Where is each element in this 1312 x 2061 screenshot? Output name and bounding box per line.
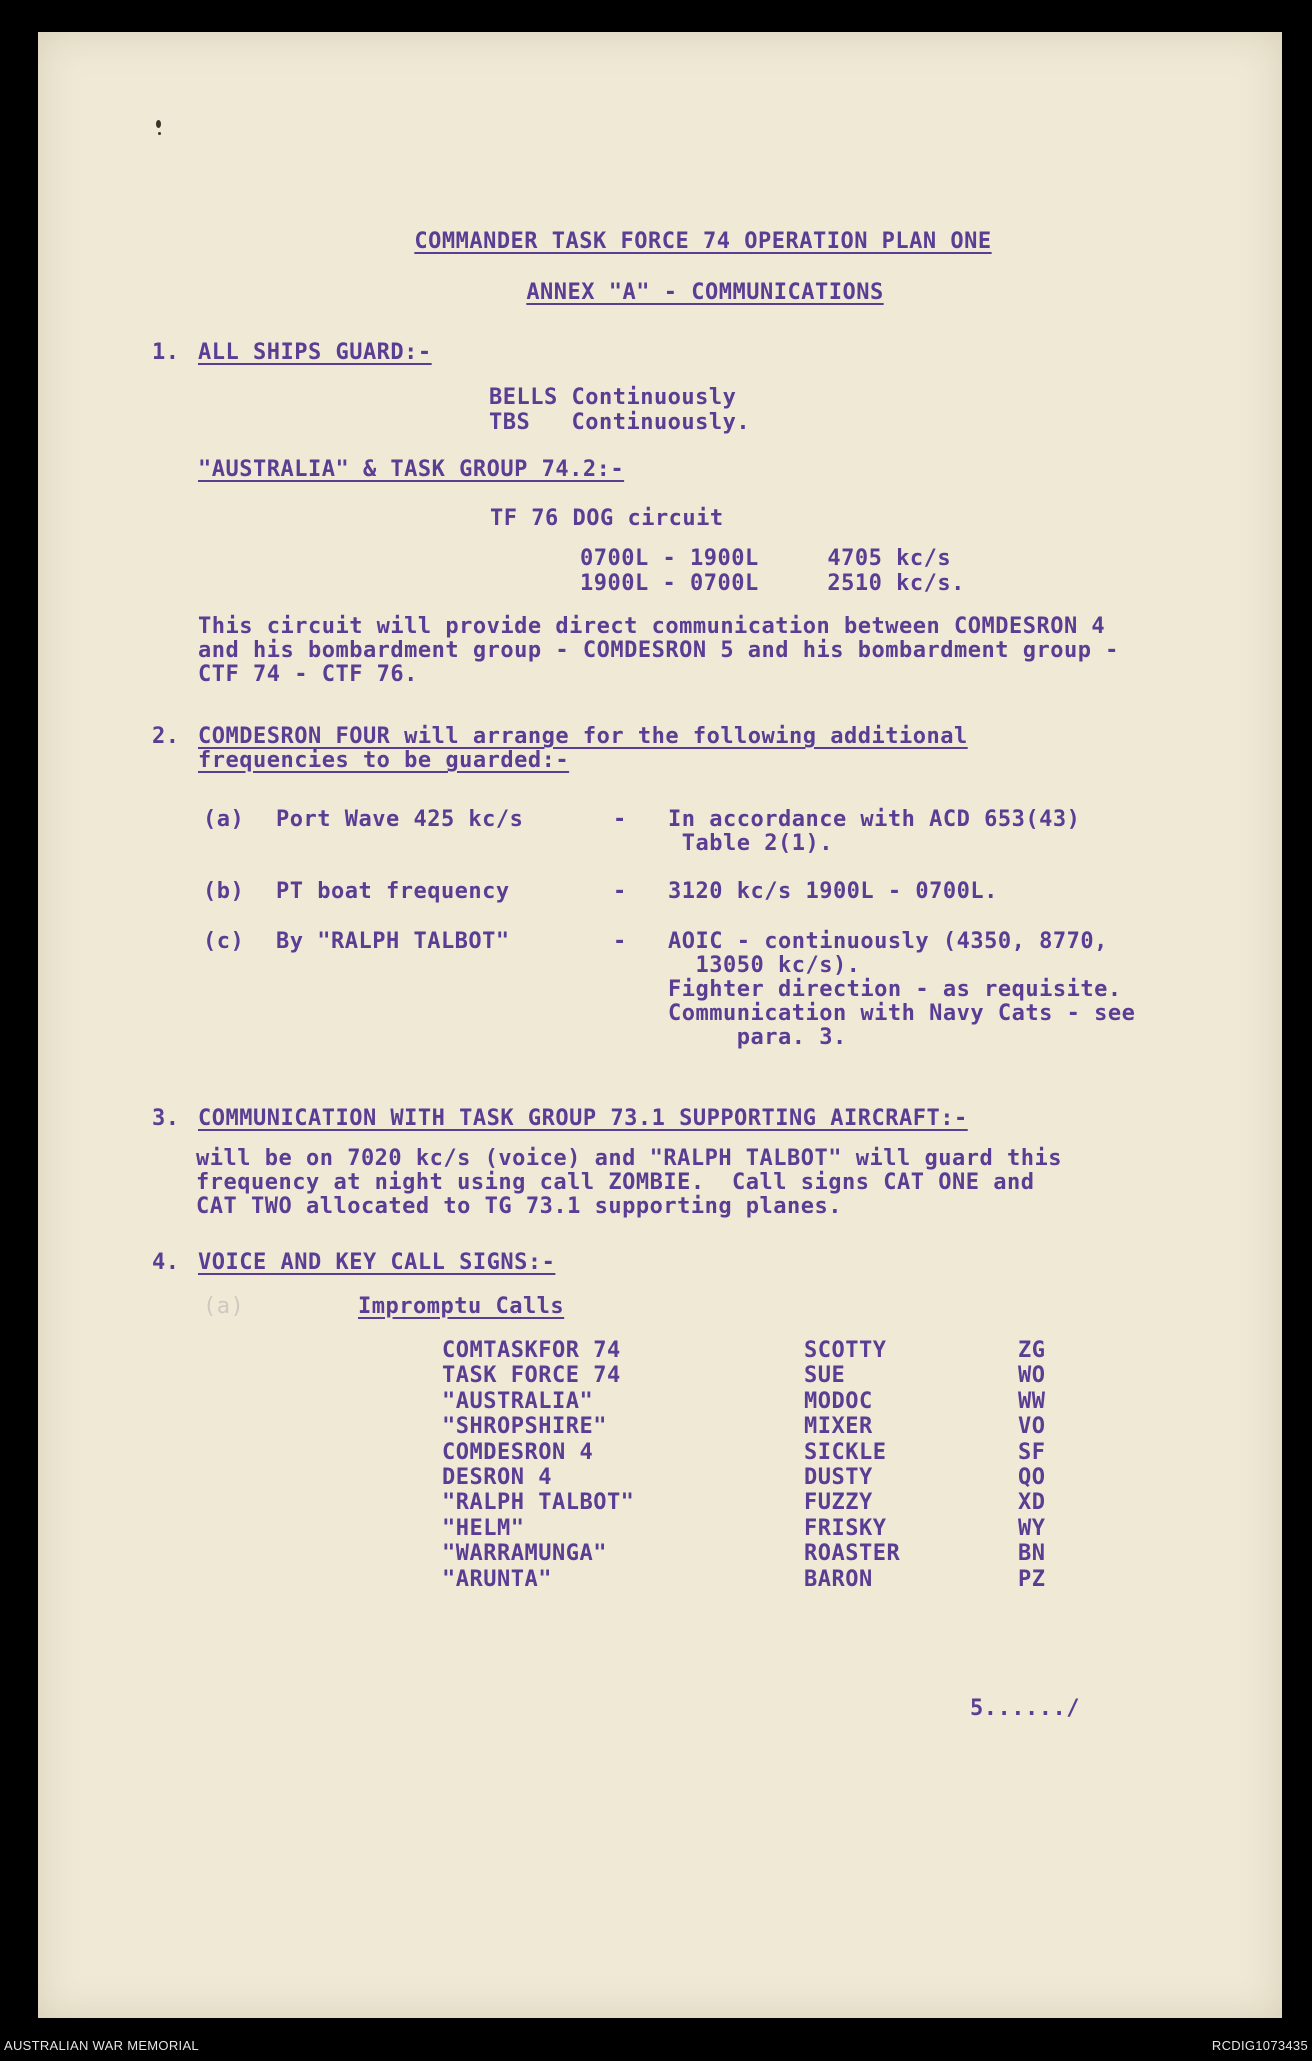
call-sign-voice: SICKLE — [804, 1439, 887, 1465]
section-3-heading: COMMUNICATION WITH TASK GROUP 73.1 SUPPORTING AIRCRAFT:- — [198, 1106, 968, 1131]
paragraph-line: frequency at night using call ZOMBIE. Call signs CAT ONE and — [196, 1170, 1035, 1195]
task-group-heading: "AUSTRALIA" & TASK GROUP 74.2:- — [198, 457, 625, 482]
call-sign-unit: "ARUNTA" — [442, 1566, 552, 1592]
item-label: (c) — [203, 929, 245, 954]
call-sign-unit: TASK FORCE 74 — [442, 1363, 621, 1389]
item-detail: 13050 kc/s). — [668, 953, 861, 978]
section-4-number: 4. — [152, 1250, 180, 1275]
item-detail: AOIC - continuously (4350, 8770, — [668, 929, 1108, 954]
paragraph-line: CAT TWO allocated to TG 73.1 supporting planes. — [196, 1194, 843, 1219]
section-1-number: 1. — [152, 340, 180, 365]
frequency-line: 1900L - 0700L 2510 kc/s. — [580, 571, 965, 596]
faint-margin-note: (a) — [203, 1294, 245, 1319]
document-title: COMMANDER TASK FORCE 74 OPERATION PLAN ONE — [414, 229, 992, 254]
call-sign-voice: BARON — [804, 1566, 873, 1592]
paper-speck — [158, 132, 161, 135]
item-detail: Communication with Navy Cats - see — [668, 1001, 1136, 1026]
call-sign-voice: FRISKY — [804, 1515, 887, 1541]
item-detail: 3120 kc/s 1900L - 0700L. — [668, 879, 998, 904]
call-sign-unit: DESRON 4 — [442, 1465, 552, 1490]
paper-speck — [156, 120, 161, 128]
section-1-heading: ALL SHIPS GUARD:- — [198, 340, 432, 365]
call-sign-key: ZG — [1018, 1338, 1046, 1363]
item-detail: In accordance with ACD 653(43) — [668, 807, 1081, 832]
section-4-heading: VOICE AND KEY CALL SIGNS:- — [198, 1250, 556, 1275]
call-sign-voice: SCOTTY — [804, 1338, 887, 1363]
annex-title: ANNEX "A" - COMMUNICATIONS — [526, 280, 884, 305]
paragraph-line: This circuit will provide direct communication between COMDESRON 4 — [198, 614, 1106, 639]
footer-record-id: RCDIG1073435 — [1211, 2038, 1308, 2053]
frequency-line: 0700L - 1900L 4705 kc/s — [580, 546, 952, 571]
call-sign-unit: "HELM" — [442, 1515, 525, 1541]
call-sign-key: BN — [1018, 1541, 1046, 1567]
call-sign-key: QO — [1018, 1465, 1046, 1490]
item-name: By "RALPH TALBOT" — [276, 929, 510, 954]
paragraph-line: CTF 74 - CTF 76. — [198, 662, 418, 687]
item-dash: - — [613, 879, 627, 904]
footer-archive-name: AUSTRALIAN WAR MEMORIAL — [4, 2038, 199, 2053]
call-sign-voice: DUSTY — [804, 1465, 873, 1490]
continuation-marker: 5....../ — [970, 1696, 1080, 1721]
document-page — [38, 32, 1282, 2018]
item-name: Port Wave 425 kc/s — [276, 807, 524, 832]
item-label: (b) — [203, 879, 245, 904]
call-sign-voice: ROASTER — [804, 1541, 901, 1567]
call-sign-voice: MIXER — [804, 1414, 873, 1440]
call-sign-unit: "WARRAMUNGA" — [442, 1541, 607, 1567]
section-2-number: 2. — [152, 724, 180, 749]
call-sign-voice: MODOC — [804, 1388, 873, 1414]
call-sign-key: XD — [1018, 1490, 1046, 1516]
call-sign-unit: COMDESRON 4 — [442, 1439, 594, 1465]
paragraph-line: will be on 7020 kc/s (voice) and "RALPH TALBOT" will guard this — [196, 1146, 1062, 1171]
section-2-heading: frequencies to be guarded:- — [198, 748, 570, 773]
call-sign-key: VO — [1018, 1414, 1046, 1440]
table-heading: Impromptu Calls — [358, 1294, 565, 1319]
call-sign-voice: SUE — [804, 1363, 846, 1389]
item-label: (a) — [203, 807, 245, 832]
call-sign-key: WY — [1018, 1515, 1046, 1541]
item-dash: - — [613, 929, 627, 954]
item-detail: para. 3. — [668, 1025, 847, 1050]
circuit-name: TF 76 DOG circuit — [490, 506, 724, 531]
item-detail: Fighter direction - as requisite. — [668, 977, 1122, 1002]
call-sign-voice: FUZZY — [804, 1490, 873, 1516]
guard-line: BELLS Continuously — [489, 385, 737, 410]
call-sign-unit: "RALPH TALBOT" — [442, 1490, 635, 1516]
call-sign-unit: "AUSTRALIA" — [442, 1388, 594, 1414]
section-3-number: 3. — [152, 1106, 180, 1131]
paragraph-line: and his bombardment group - COMDESRON 5 and his bombardment group - — [198, 638, 1119, 663]
section-2-heading: COMDESRON FOUR will arrange for the following additional — [198, 724, 968, 749]
call-sign-key: SF — [1018, 1439, 1046, 1465]
item-detail: Table 2(1). — [668, 831, 833, 856]
call-sign-unit: "SHROPSHIRE" — [442, 1414, 607, 1440]
guard-line: TBS Continuously. — [489, 410, 751, 435]
item-dash: - — [613, 807, 627, 832]
call-sign-key: WO — [1018, 1363, 1046, 1389]
item-name: PT boat frequency — [276, 879, 510, 904]
call-sign-unit: COMTASKFOR 74 — [442, 1338, 621, 1363]
call-sign-key: WW — [1018, 1388, 1046, 1414]
call-sign-key: PZ — [1018, 1566, 1046, 1592]
